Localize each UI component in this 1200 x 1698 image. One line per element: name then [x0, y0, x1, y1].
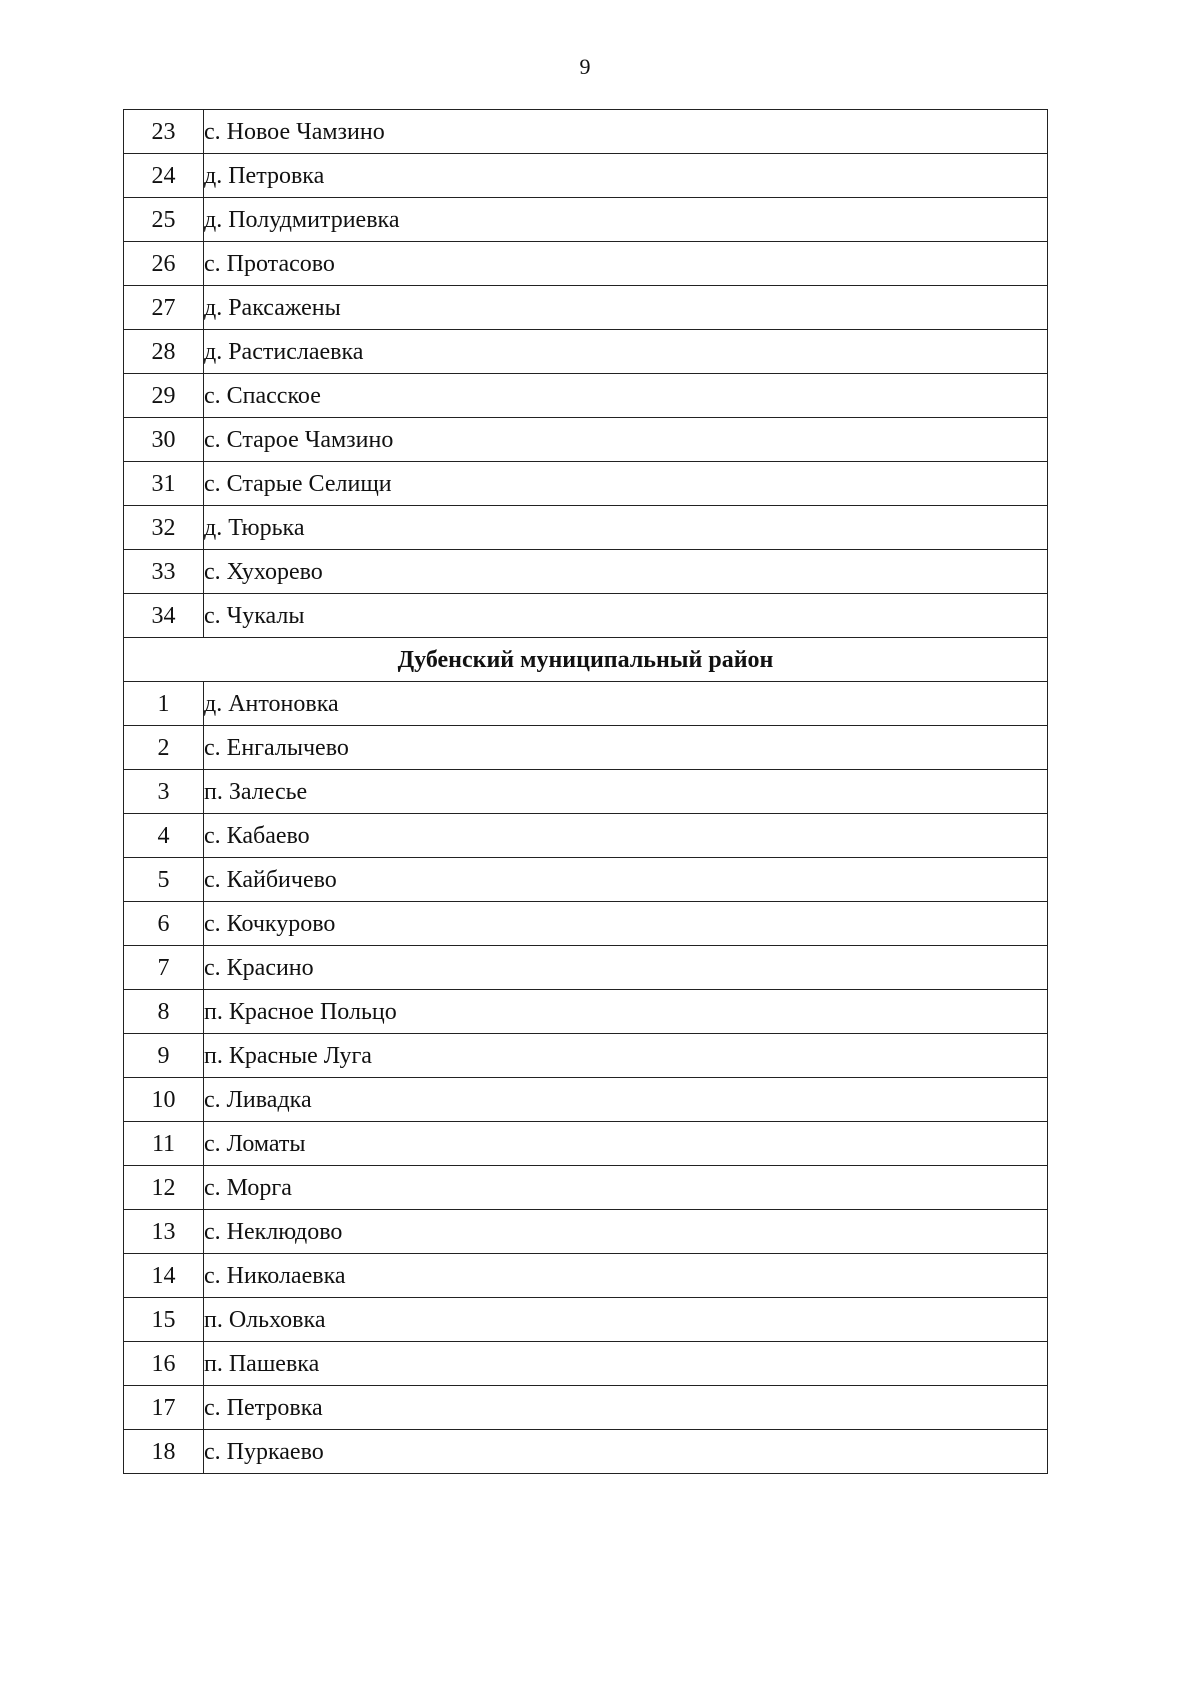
- settlement-name: с. Енгалычево: [204, 726, 1048, 770]
- table-row: [124, 1166, 1048, 1210]
- table-row: [124, 1254, 1048, 1298]
- row-number: 12: [124, 1166, 204, 1210]
- table-row: [124, 990, 1048, 1034]
- settlement-name: с. Кабаево: [204, 814, 1048, 858]
- settlement-name: с. Кочкурово: [204, 902, 1048, 946]
- table-row: [124, 682, 1048, 726]
- table-row: [124, 506, 1048, 550]
- table-row: [124, 1034, 1048, 1078]
- row-number: 15: [124, 1298, 204, 1342]
- table-row: [124, 1122, 1048, 1166]
- row-number: 17: [124, 1386, 204, 1430]
- table-row: [124, 946, 1048, 990]
- row-number: 8: [124, 990, 204, 1034]
- settlement-name: с. Пуркаево: [204, 1430, 1048, 1474]
- table-row: [124, 418, 1048, 462]
- table-row: [124, 1342, 1048, 1386]
- settlement-name: с. Ливадка: [204, 1078, 1048, 1122]
- row-number: 29: [124, 374, 204, 418]
- table-row: [124, 770, 1048, 814]
- row-number: 28: [124, 330, 204, 374]
- row-number: 34: [124, 594, 204, 638]
- table-row: [124, 550, 1048, 594]
- table-row: [124, 814, 1048, 858]
- table-row: [124, 242, 1048, 286]
- row-number: 26: [124, 242, 204, 286]
- table-row: [124, 1210, 1048, 1254]
- row-number: 10: [124, 1078, 204, 1122]
- row-number: 1: [124, 682, 204, 726]
- settlement-name: п. Красные Луга: [204, 1034, 1048, 1078]
- settlement-name: с. Старые Селищи: [204, 462, 1048, 506]
- settlement-name: с. Старое Чамзино: [204, 418, 1048, 462]
- table-row: [124, 726, 1048, 770]
- table-row: [124, 374, 1048, 418]
- settlement-name: д. Раксажены: [204, 286, 1048, 330]
- settlement-name: п. Пашевка: [204, 1342, 1048, 1386]
- row-number: 24: [124, 154, 204, 198]
- settlement-name: д. Тюрька: [204, 506, 1048, 550]
- row-number: 14: [124, 1254, 204, 1298]
- page-number: 9: [579, 54, 591, 79]
- settlement-name: п. Красное Польцо: [204, 990, 1048, 1034]
- table-row: [124, 858, 1048, 902]
- settlement-name: д. Антоновка: [204, 682, 1048, 726]
- row-number: 7: [124, 946, 204, 990]
- table-row: [124, 198, 1048, 242]
- settlement-name: с. Морга: [204, 1166, 1048, 1210]
- settlement-name: с. Ломаты: [204, 1122, 1048, 1166]
- settlement-name: с. Красино: [204, 946, 1048, 990]
- settlements-table-body: [124, 110, 1048, 1474]
- row-number: 4: [124, 814, 204, 858]
- row-number: 6: [124, 902, 204, 946]
- settlement-name: с. Кайбичево: [204, 858, 1048, 902]
- settlement-name: с. Новое Чамзино: [204, 110, 1048, 154]
- settlement-name: п. Ольховка: [204, 1298, 1048, 1342]
- row-number: 16: [124, 1342, 204, 1386]
- row-number: 30: [124, 418, 204, 462]
- table-row: [124, 902, 1048, 946]
- table-row: [124, 1386, 1048, 1430]
- row-number: 25: [124, 198, 204, 242]
- table-row: [124, 1298, 1048, 1342]
- row-number: 13: [124, 1210, 204, 1254]
- settlement-name: д. Растислаевка: [204, 330, 1048, 374]
- settlement-name: с. Неклюдово: [204, 1210, 1048, 1254]
- row-number: 2: [124, 726, 204, 770]
- row-number: 32: [124, 506, 204, 550]
- row-number: 3: [124, 770, 204, 814]
- row-number: 23: [124, 110, 204, 154]
- settlement-name: д. Полудмитриевка: [204, 198, 1048, 242]
- row-number: 33: [124, 550, 204, 594]
- settlement-name: с. Хухорево: [204, 550, 1048, 594]
- settlement-name: с. Николаевка: [204, 1254, 1048, 1298]
- table-row: [124, 110, 1048, 154]
- settlement-name: с. Петровка: [204, 1386, 1048, 1430]
- settlement-name: д. Петровка: [204, 154, 1048, 198]
- row-number: 31: [124, 462, 204, 506]
- section-header-row: [124, 638, 1048, 682]
- table-row: [124, 594, 1048, 638]
- settlement-name: с. Чукалы: [204, 594, 1048, 638]
- row-number: 9: [124, 1034, 204, 1078]
- table-row: [124, 462, 1048, 506]
- row-number: 18: [124, 1430, 204, 1474]
- settlements-table: [123, 109, 1048, 1474]
- settlement-name: с. Спасское: [204, 374, 1048, 418]
- table-row: [124, 1430, 1048, 1474]
- table-row: [124, 154, 1048, 198]
- table-row: [124, 1078, 1048, 1122]
- settlement-name: п. Залесье: [204, 770, 1048, 814]
- table-row: [124, 330, 1048, 374]
- row-number: 11: [124, 1122, 204, 1166]
- row-number: 27: [124, 286, 204, 330]
- row-number: 5: [124, 858, 204, 902]
- settlement-name: с. Протасово: [204, 242, 1048, 286]
- section-title: Дубенский муниципальный район: [124, 638, 1048, 682]
- table-row: [124, 286, 1048, 330]
